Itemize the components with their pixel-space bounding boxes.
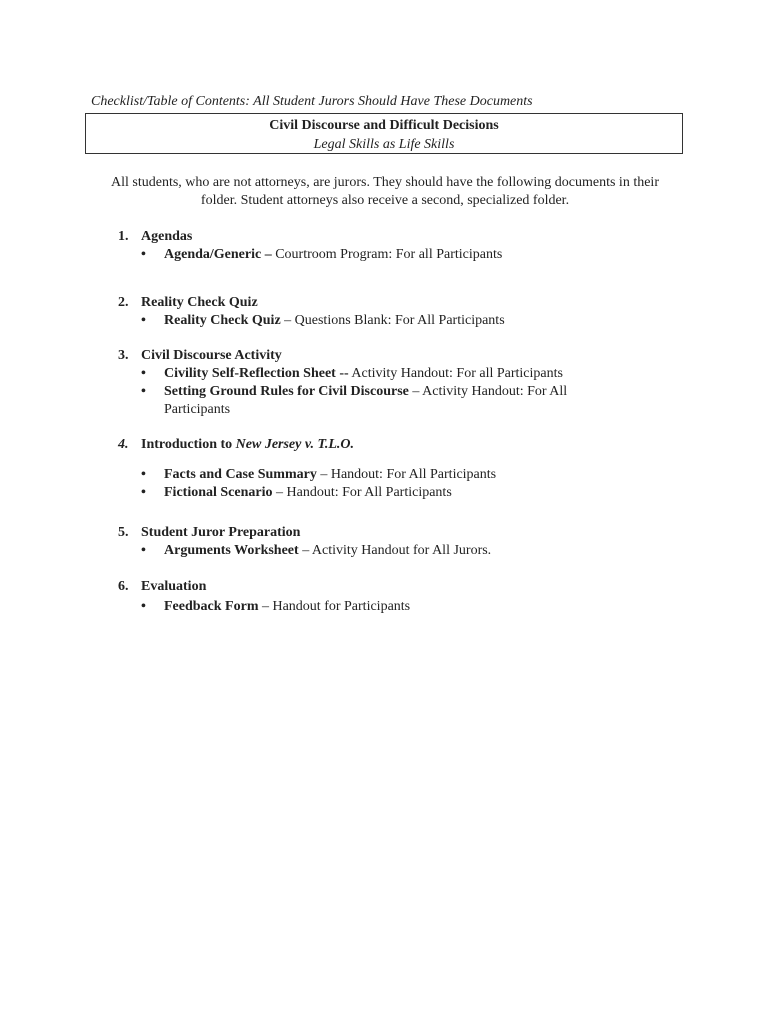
document-title: Civil Discourse and Difficult Decisions <box>269 118 499 133</box>
bullet-icon: • <box>141 313 146 328</box>
bullet-icon: • <box>141 247 146 262</box>
section-title <box>141 437 354 453</box>
item-rest: – Handout for Participants <box>258 599 411 614</box>
bullet-icon: • <box>141 543 146 558</box>
section-number: 2. <box>118 295 129 310</box>
item-rest: – Activity Handout: For All Participants <box>164 384 568 417</box>
item-text <box>164 312 624 330</box>
section-number: 3. <box>118 348 129 363</box>
section-title: Civil Discourse Activity <box>141 348 282 363</box>
item-bold: Reality Check Quiz <box>164 313 281 328</box>
item-text <box>164 466 624 484</box>
document-subtitle: Legal Skills as Life Skills <box>313 137 455 152</box>
item-bold: Agenda/Generic – <box>164 247 272 262</box>
item-rest: Courtroom Program: For all Participants <box>271 247 503 262</box>
section-title-plain: Introduction to <box>141 437 236 452</box>
item-bold: Facts and Case Summary <box>164 467 317 482</box>
item-text <box>164 365 624 383</box>
item-rest: – Questions Blank: For All Participants <box>280 313 505 328</box>
item-rest: – Activity Handout for All Jurors. <box>298 543 492 558</box>
bullet-icon: • <box>141 366 146 381</box>
item-rest: – Handout: For All Participants <box>316 467 497 482</box>
section-title: Student Juror Preparation <box>141 525 301 540</box>
section-title: Evaluation <box>141 579 207 594</box>
bullet-icon: • <box>141 599 146 614</box>
section-number: 4. <box>118 437 129 452</box>
section-number: 1. <box>118 229 129 244</box>
title-box <box>85 113 683 154</box>
item-text <box>164 484 624 502</box>
bullet-icon: • <box>141 485 146 500</box>
section-title: Agendas <box>141 229 193 244</box>
bullet-icon: • <box>141 384 146 399</box>
item-text <box>164 598 624 616</box>
item-text <box>164 246 624 264</box>
bullet-icon: • <box>141 467 146 482</box>
item-bold: Feedback Form <box>164 599 259 614</box>
item-bold: Fictional Scenario <box>164 485 273 500</box>
item-bold: Civility Self-Reflection Sheet -- <box>164 366 349 381</box>
section-number: 6. <box>118 579 129 594</box>
item-bold: Arguments Worksheet <box>164 543 299 558</box>
item-rest: – Handout: For All Participants <box>272 485 452 500</box>
item-bold: Setting Ground Rules for Civil Discourse <box>164 384 409 399</box>
section-title: Reality Check Quiz <box>141 295 258 310</box>
section-title-italic: New Jersey v. T.L.O. <box>235 437 354 452</box>
checklist-heading: Checklist/Table of Contents: All Student Jurors Should Have These Documents <box>91 94 533 109</box>
item-rest: Activity Handout: For all Participants <box>348 366 563 381</box>
item-text <box>164 383 614 419</box>
intro-paragraph: All students, who are not attorneys, are jurors. They should have the following documents in their folder. Student attorneys also receive a second, specialized folder. <box>111 175 659 208</box>
item-text <box>164 542 624 560</box>
section-number: 5. <box>118 525 129 540</box>
